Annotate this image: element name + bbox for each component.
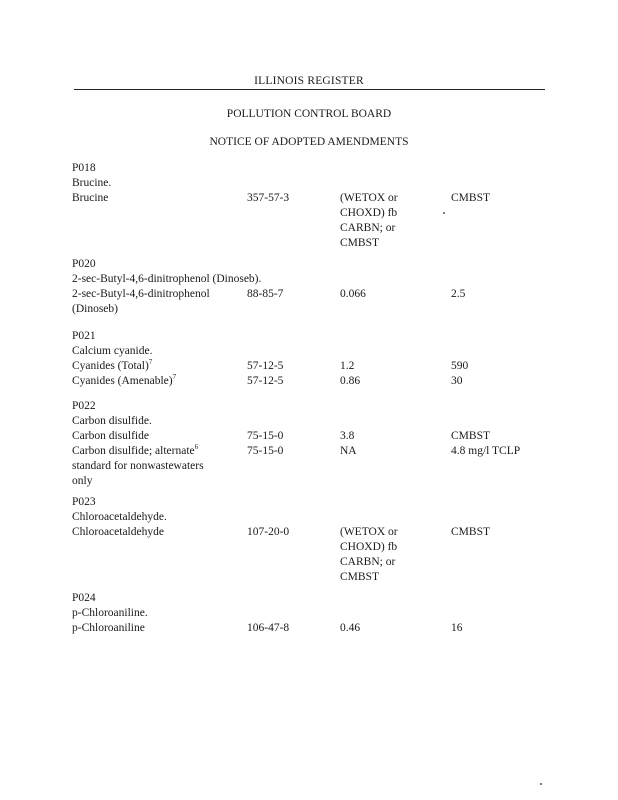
- nonwastewater-standard: CMBST: [451, 430, 490, 442]
- wastewater-standard-line: (WETOX or: [340, 526, 398, 538]
- waste-category: 2-sec-Butyl-4,6-dinitrophenol (Dinoseb).: [72, 273, 262, 285]
- waste-category: Calcium cyanide.: [72, 345, 153, 357]
- wastewater-standard-line: CMBST: [340, 237, 379, 249]
- nonwastewater-standard: 2.5: [451, 288, 466, 300]
- wastewater-standard-line: 0.86: [340, 375, 361, 387]
- waste-category: Chloroacetaldehyde.: [72, 511, 167, 523]
- waste-category: p-Chloroaniline.: [72, 607, 148, 619]
- waste-section: [72, 591, 552, 636]
- table-row: [72, 287, 552, 317]
- cas-number: 75-15-0: [247, 430, 284, 442]
- nonwastewater-standard: CMBST: [451, 192, 490, 204]
- constituent-name: [72, 359, 152, 374]
- notice-title: NOTICE OF ADOPTED AMENDMENTS: [209, 136, 409, 148]
- header-rule: [74, 89, 545, 90]
- constituent-name: [72, 621, 145, 636]
- scan-speck: [443, 212, 445, 214]
- cas-number: 107-20-0: [247, 526, 290, 538]
- cas-number: 88-85-7: [247, 288, 284, 300]
- nonwastewater-standard: 30: [451, 375, 463, 387]
- footnote-marker: 7: [148, 358, 153, 367]
- waste-code: P024: [72, 592, 96, 604]
- table-row: [72, 621, 552, 636]
- nonwastewater-standard: 16: [451, 622, 463, 634]
- constituent-name-line: standard for nonwastewaters: [72, 460, 204, 472]
- table-row: [72, 429, 552, 444]
- table-row: [72, 191, 552, 251]
- wastewater-standard-line: CARBN; or: [340, 222, 396, 234]
- constituent-name: [72, 429, 149, 444]
- constituent-name: [72, 444, 204, 489]
- constituent-name-line: 2-sec-Butyl-4,6-dinitrophenol: [72, 288, 210, 300]
- cas-number: 75-15-0: [247, 445, 284, 457]
- wastewater-standard-line: CMBST: [340, 571, 379, 583]
- wastewater-standard: [340, 621, 360, 636]
- waste-section: [72, 495, 552, 585]
- constituent-name: [72, 525, 164, 540]
- constituent-name: [72, 287, 210, 317]
- waste-section: [72, 257, 552, 317]
- wastewater-standard: [340, 429, 354, 444]
- register-title: ILLINOIS REGISTER: [254, 75, 364, 87]
- wastewater-standard: [340, 444, 357, 459]
- waste-section: [72, 329, 552, 389]
- waste-code: P022: [72, 400, 96, 412]
- wastewater-standard-line: NA: [340, 445, 357, 457]
- wastewater-standard: [340, 525, 398, 585]
- waste-code: P023: [72, 496, 96, 508]
- table-row: [72, 374, 552, 389]
- constituent-name-line: p-Chloroaniline: [72, 622, 145, 634]
- table-row: [72, 359, 552, 374]
- waste-section: [72, 161, 552, 251]
- constituent-name-line: only: [72, 475, 93, 487]
- constituent-name-line: Cyanides (Total): [72, 360, 149, 372]
- cas-number: 357-57-3: [247, 192, 290, 204]
- constituent-name-line: Cyanides (Amenable): [72, 375, 173, 387]
- wastewater-standard-line: 3.8: [340, 430, 355, 442]
- cas-number: 57-12-5: [247, 360, 284, 372]
- cas-number: 57-12-5: [247, 375, 284, 387]
- constituent-name: [72, 374, 176, 389]
- board-name: POLLUTION CONTROL BOARD: [226, 108, 392, 120]
- wastewater-standard-line: CHOXD) fb: [340, 541, 398, 553]
- waste-category: Carbon disulfide.: [72, 415, 152, 427]
- scan-speck: [540, 783, 542, 785]
- waste-code: P021: [72, 330, 96, 342]
- table-row: [72, 444, 552, 489]
- wastewater-standard-line: CARBN; or: [340, 556, 396, 568]
- waste-code: P018: [72, 162, 96, 174]
- constituent-name: [72, 191, 108, 206]
- wastewater-standard-line: 1.2: [340, 360, 355, 372]
- wastewater-standard-line: (WETOX or: [340, 192, 398, 204]
- footnote-marker: 7: [172, 373, 177, 382]
- constituent-name-line: Carbon disulfide; alternate: [72, 445, 195, 457]
- constituent-name-line: Carbon disulfide: [72, 430, 149, 442]
- waste-section: [72, 399, 552, 489]
- constituent-name-line: Chloroacetaldehyde: [72, 526, 164, 538]
- constituent-name-line: Brucine: [72, 192, 109, 204]
- wastewater-standard-line: CHOXD) fb: [340, 207, 398, 219]
- nonwastewater-standard: CMBST: [451, 526, 490, 538]
- nonwastewater-standard: 590: [451, 360, 469, 372]
- cas-number: 106-47-8: [247, 622, 290, 634]
- waste-code: P020: [72, 258, 96, 270]
- waste-category: Brucine.: [72, 177, 112, 189]
- nonwastewater-standard: 4.8 mg/l TCLP: [451, 445, 521, 457]
- constituent-name-line: (Dinoseb): [72, 303, 118, 315]
- wastewater-standard: [340, 374, 360, 389]
- footnote-marker: 6: [194, 443, 199, 452]
- wastewater-standard: [340, 191, 398, 251]
- wastewater-standard-line: 0.066: [340, 288, 366, 300]
- table-row: [72, 525, 552, 585]
- wastewater-standard-line: 0.46: [340, 622, 361, 634]
- wastewater-standard: [340, 287, 366, 302]
- wastewater-standard: [340, 359, 354, 374]
